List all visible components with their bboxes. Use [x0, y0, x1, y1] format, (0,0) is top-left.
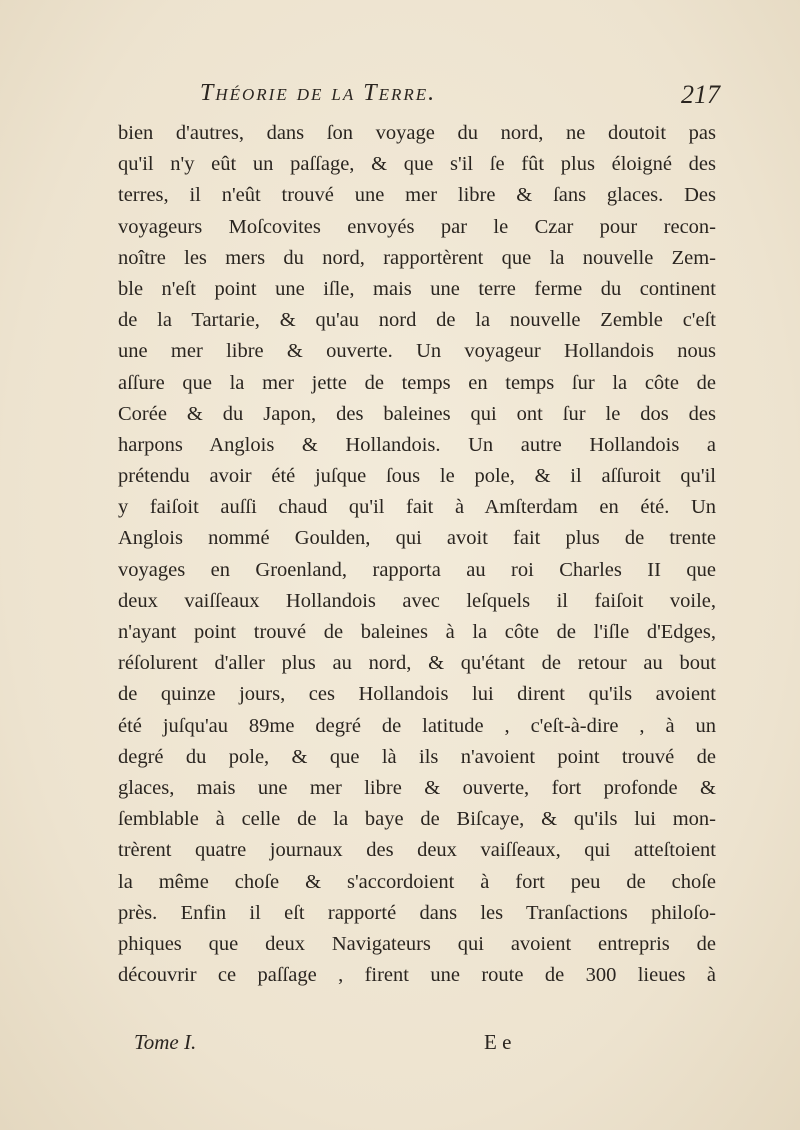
text-line: glaces, mais une mer libre & ouverte, fort profonde & — [118, 776, 716, 799]
body-text — [118, 118, 716, 991]
text-line: trèrent quatre journaux des deux vaiſſeaux, qui atteſtoient — [118, 839, 716, 862]
text-line: près. Enfin il eſt rapporté dans les Tranſactions philoſo- — [118, 901, 716, 924]
page-footer — [134, 1030, 694, 1060]
text-line: Corée & du Japon, des baleines qui ont ſur le dos des — [118, 402, 716, 425]
text-line: harpons Anglois & Hollandois. Un autre Hollandois a — [118, 433, 716, 456]
text-line: qu'il n'y eût un paſſage, & que s'il ſe fût plus éloigné des — [118, 153, 716, 176]
text-line: noître les mers du nord, rapportèrent que la nouvelle Zem- — [118, 246, 716, 269]
text-line: deux vaiſſeaux Hollandois avec leſquels il faiſoit voile, — [118, 589, 716, 612]
text-line: n'ayant point trouvé de baleines à la côte de l'iſle d'Edges, — [118, 621, 716, 643]
text-line: ſemblable à celle de la baye de Biſcaye, & qu'ils lui mon- — [118, 808, 716, 831]
page-number: 217 — [681, 80, 720, 109]
text-line: prétendu avoir été juſque ſous le pole, & il aſſuroit qu'il — [118, 465, 716, 488]
text-line: la même choſe & s'accordoient à fort peu de choſe — [118, 870, 716, 893]
text-line: de la Tartarie, & qu'au nord de la nouvelle Zemble c'eſt — [118, 309, 716, 332]
text-line: terres, il n'eût trouvé une mer libre & ſans glaces. Des — [118, 184, 716, 207]
text-line: voyageurs Moſcovites envoyés par le Czar pour recon- — [118, 215, 716, 238]
text-line: réſolurent d'aller plus au nord, & qu'étant de retour au bout — [118, 652, 716, 675]
text-line: Anglois nommé Goulden, qui avoit fait plus de trente — [118, 527, 716, 550]
text-line: voyages en Groenland, rapporta au roi Charles II que — [118, 558, 716, 581]
running-title: Théorie de la Terre. — [200, 80, 437, 106]
text-line: aſſure que la mer jette de temps en temps ſur la côte de — [118, 371, 716, 394]
text-line: bien d'autres, dans ſon voyage du nord, ne doutoit pas — [118, 122, 716, 144]
text-line: découvrir ce paſſage , firent une route de 300 lieues à — [118, 964, 716, 987]
text-line: de quinze jours, ces Hollandois lui dirent qu'ils avoient — [118, 683, 716, 706]
text-line: ble n'eſt point une iſle, mais une terre ferme du continent — [118, 277, 716, 300]
page-header — [200, 80, 720, 112]
text-line: y faiſoit auſſi chaud qu'il fait à Amſterdam en été. Un — [118, 496, 716, 519]
text-line: degré du pole, & que là ils n'avoient point trouvé de — [118, 745, 716, 768]
volume-label: Tome I. — [134, 1030, 197, 1054]
text-line: une mer libre & ouverte. Un voyageur Hollandois nous — [118, 340, 716, 363]
signature-mark: E e — [484, 1030, 512, 1054]
text-line: phiques que deux Navigateurs qui avoient entrepris de — [118, 932, 716, 955]
text-line: été juſqu'au 89me degré de latitude , c'eſt-à-dire , à un — [118, 714, 716, 737]
